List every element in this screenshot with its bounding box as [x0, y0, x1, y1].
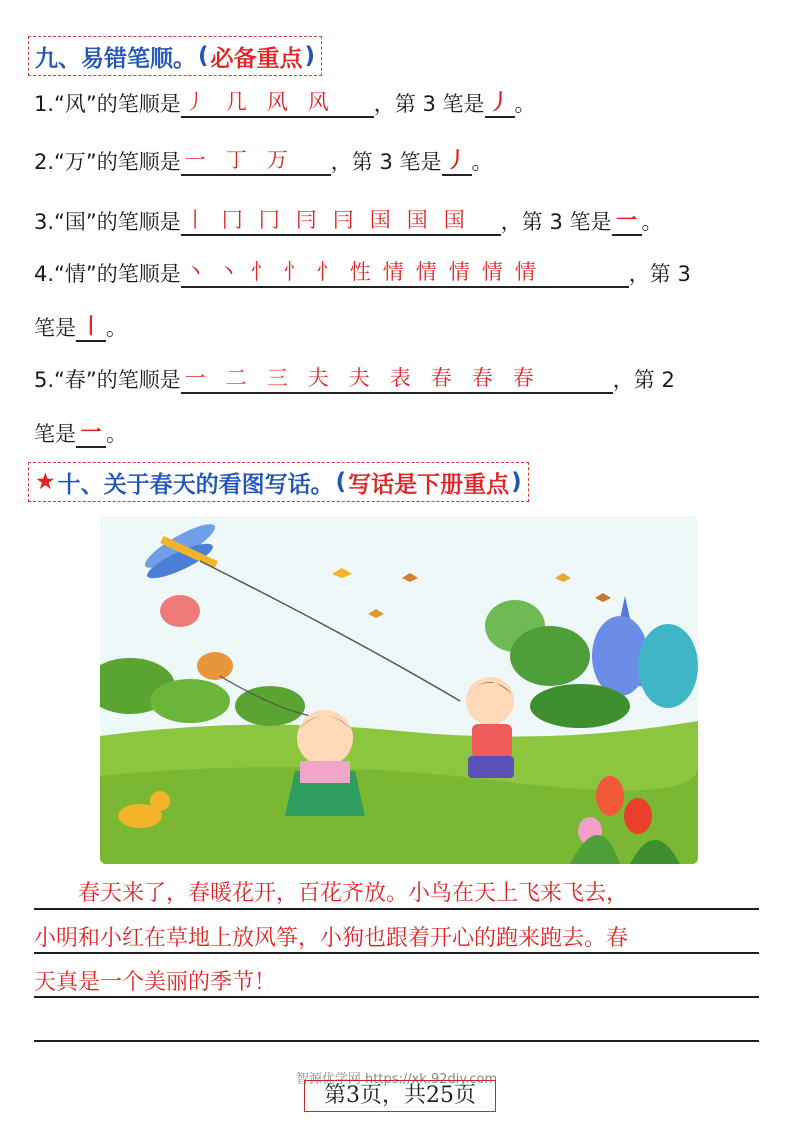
- stroke: 几: [225, 90, 253, 114]
- stroke: 情: [415, 260, 437, 284]
- stroke: 丶: [184, 260, 206, 284]
- question-5-mid: ，第 2: [612, 368, 675, 392]
- stroke: 三: [266, 366, 288, 390]
- stroke: 风: [266, 90, 294, 114]
- section-9-title: [28, 36, 322, 76]
- question-5-strokes: [181, 364, 613, 394]
- stroke: 国: [443, 208, 467, 232]
- stroke: 夫: [307, 366, 329, 390]
- question-2: [34, 146, 493, 176]
- stroke: 丁: [225, 148, 253, 172]
- stroke: 国: [369, 208, 393, 232]
- page-number: 第3页，共25页: [304, 1080, 496, 1112]
- question-2-strokes: [181, 146, 331, 176]
- stroke: 性: [349, 260, 371, 284]
- question-1-end: 。: [514, 92, 536, 116]
- question-4: [34, 258, 691, 288]
- essay-line-2: 小明和小红在草地上放风筝，小狗也跟着开心的跑来跑去。春: [34, 926, 629, 951]
- star-icon: ★: [35, 469, 56, 495]
- stroke: 情: [481, 260, 503, 284]
- stroke: 冂: [258, 208, 282, 232]
- stroke: 春: [430, 366, 452, 390]
- stroke: 春: [512, 366, 534, 390]
- essay-line-1: 春天来了，春暖花开，百花齐放。小鸟在天上飞来飞去，: [34, 881, 629, 906]
- stroke: 情: [382, 260, 404, 284]
- paren-open: (: [198, 43, 209, 69]
- spring-illustration: [100, 516, 698, 864]
- stroke: 丨: [184, 208, 208, 232]
- writing-rule: [34, 952, 759, 954]
- question-1-strokes: [181, 88, 374, 118]
- stroke: 忄: [283, 260, 305, 284]
- question-1-prefix: 1.“风”的笔顺是: [34, 92, 181, 116]
- question-3-end: 。: [641, 210, 663, 234]
- question-3-prefix: 3.“国”的笔顺是: [34, 210, 181, 234]
- stroke: 一: [184, 148, 212, 172]
- question-2-answer: 丿: [442, 146, 472, 176]
- question-1: [34, 88, 536, 118]
- footer-watermark: 智源优学网 https://xk.92diy.com: [295, 1072, 498, 1087]
- section-9-note: 必备重点: [210, 45, 303, 72]
- writing-rule: [34, 1040, 759, 1042]
- essay-line-3: 天真是一个美丽的季节！: [34, 970, 277, 995]
- section-10-title: [28, 462, 529, 502]
- stroke: 万: [266, 148, 294, 172]
- paren-close: ): [304, 43, 316, 69]
- question-3-answer: 一: [612, 206, 642, 236]
- stroke: 冂: [221, 208, 245, 232]
- stroke: 二: [225, 366, 247, 390]
- question-3-mid: ，第 3 笔是: [500, 210, 612, 234]
- stroke: 情: [448, 260, 470, 284]
- stroke: 情: [514, 260, 536, 284]
- paren-close: ): [511, 469, 522, 495]
- stroke: 冃: [332, 208, 356, 232]
- question-4-line2: 笔是: [34, 316, 76, 340]
- question-4-prefix: 4.“情”的笔顺是: [34, 262, 181, 286]
- stroke: 春: [471, 366, 493, 390]
- stroke: 冃: [295, 208, 319, 232]
- question-4-strokes: [181, 258, 629, 288]
- stroke: 表: [389, 366, 411, 390]
- question-1-answer: 丿: [485, 88, 515, 118]
- question-5-prefix: 5.“春”的笔顺是: [34, 368, 181, 392]
- stroke: 丶: [217, 260, 239, 284]
- question-2-prefix: 2.“万”的笔顺是: [34, 150, 181, 174]
- question-2-end: 。: [471, 150, 493, 174]
- question-2-mid: ，第 3 笔是: [330, 150, 442, 174]
- question-1-mid: ，第 3 笔是: [373, 92, 485, 116]
- question-4-cont: [34, 312, 127, 342]
- section-10-heading: 十、关于春天的看图写话。: [57, 471, 334, 498]
- question-3-strokes: [181, 206, 501, 236]
- stroke: 一: [184, 366, 206, 390]
- question-4-mid: ，第 3: [628, 262, 691, 286]
- stroke: 国: [406, 208, 430, 232]
- writing-rule: [34, 996, 759, 998]
- section-10-note: 写话是下册重点: [348, 471, 510, 498]
- stroke: 忄: [316, 260, 338, 284]
- stroke: 忄: [250, 260, 272, 284]
- question-3: [34, 206, 663, 236]
- question-5: [34, 364, 675, 394]
- question-5-end: 。: [106, 422, 127, 446]
- question-4-end: 。: [106, 316, 127, 340]
- stroke: 丿: [184, 90, 212, 114]
- paren-open: (: [335, 469, 347, 495]
- question-5-answer: 一: [76, 418, 106, 448]
- stroke: 夫: [348, 366, 370, 390]
- question-4-answer: 丨: [76, 312, 106, 342]
- writing-rule: [34, 908, 759, 910]
- section-9-heading: 九、易错笔顺。: [35, 45, 196, 72]
- stroke: 风: [307, 90, 335, 114]
- question-5-cont: [34, 418, 127, 448]
- question-5-line2: 笔是: [34, 422, 76, 446]
